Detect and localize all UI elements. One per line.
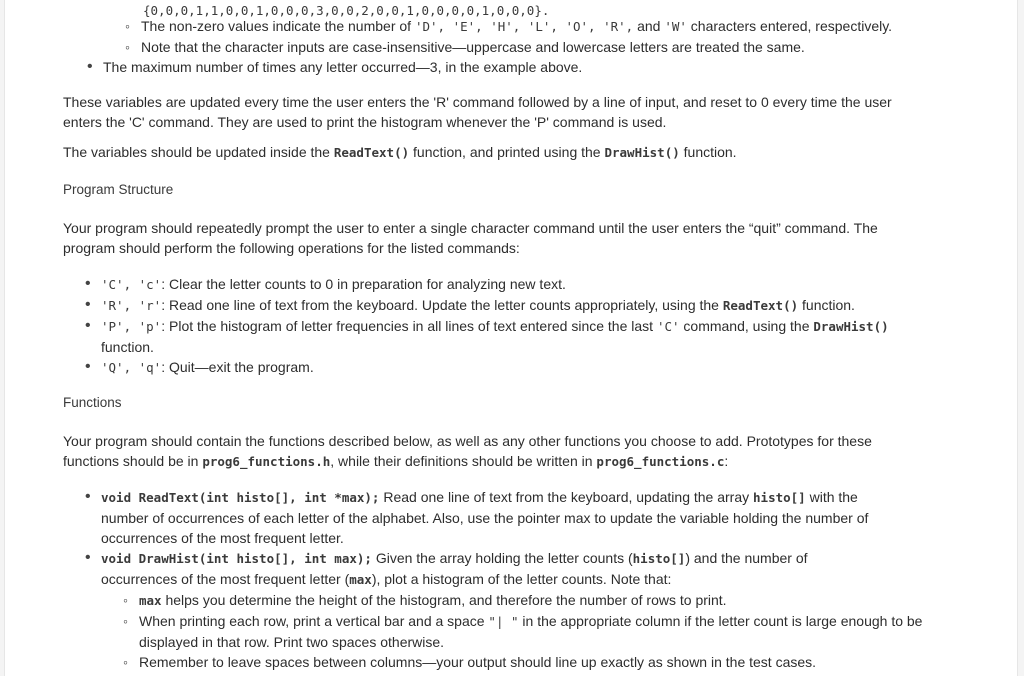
paragraph-functions: Your program should contain the functions described below, as well as any other functions you choose to add. Prototypes for these functions should be in prog6_functions.h, while their definitions should be written in prog6_functions.c: <box>63 433 872 469</box>
list-item: ◦ The non-zero values indicate the number of 'D', 'E', 'H', 'L', 'O', 'R', and 'W' characters entered, respectively. <box>141 16 961 37</box>
command-item-read: • 'R', 'r': Read one line of text from the keyboard. Update the letter counts appropriately, using the ReadText() function. <box>101 295 961 316</box>
paragraph-variables-functions: The variables should be updated inside the ReadText() function, and printed using the DrawHist() function. <box>63 144 737 160</box>
list-item: ◦ When printing each row, print a vertical bar and a space "| " in the appropriate column if the letter count is large enough to be displayed in that row. Print two spaces otherwise. <box>139 611 961 652</box>
functions-list <box>101 487 961 672</box>
heading-program-structure: Program Structure <box>63 182 174 197</box>
list-item: ◦ Note that the character inputs are case-insensitive—uppercase and lowercase letters are treated the same. <box>141 37 961 57</box>
document-page <box>4 0 1018 676</box>
heading-functions: Functions <box>63 395 122 410</box>
commands-list <box>101 274 961 378</box>
command-item-plot: • 'P', 'p': Plot the histogram of letter frequencies in all lines of text entered since the last 'C' command, using the DrawHist() function. <box>101 316 961 357</box>
drawhist-notes-list <box>139 590 961 672</box>
paragraph-variables-update: These variables are updated every time the user enters the 'R' command followed by a line of input, and reset to 0 every time the user enters the 'C' command. They are used to print the histogram whenever the 'P' command is used. <box>63 94 892 130</box>
command-item-quit: • 'Q', 'q': Quit—exit the program. <box>101 357 961 378</box>
list-item: ◦ Remember to leave spaces between columns—your output should line up exactly as shown in the test cases. <box>139 652 961 672</box>
function-item-readtext: • void ReadText(int histo[], int *max); Read one line of text from the keyboard, updating the array histo[] with the number of occurrences of each letter of the alphabet. Also, use the pointer max to update the variable holding the number of occurrences of the most frequent letter. <box>101 487 961 548</box>
list-item: ◦ max helps you determine the height of the histogram, and therefore the number of rows to print. <box>139 590 961 611</box>
max-bullet-list <box>103 57 963 77</box>
paragraph-program-structure: Your program should repeatedly prompt the user to enter a single character command until the user enters the “quit” command. The program should perform the following operations for the listed commands: <box>63 220 878 256</box>
list-item: • The maximum number of times any letter occurred—3, in the example above. <box>103 57 963 77</box>
command-item-clear: • 'C', 'c': Clear the letter counts to 0 in preparation for analyzing new text. <box>101 274 961 295</box>
example-array-code: {0,0,0,1,1,0,0,1,0,0,0,3,0,0,2,0,0,1,0,0,0,0,1,0,0,0}. <box>143 3 550 18</box>
function-item-drawhist: • void DrawHist(int histo[], int max); Given the array holding the letter counts (histo[]) and the number of occurrences of the most frequent letter (max), plot a histogram of the letter counts. Note that: ◦ max helps you determine the height of the histogram, and therefore the number of rows to print. ◦ When printing each row, print a vertical bar and a space "| " in the appropriate column if the letter count is large enough to be displayed in that row. Print two spaces otherwise. ◦ Remember to leave spaces between columns—your output should line up exactly as shown in the test cases. <box>101 548 961 672</box>
example-sub-list <box>141 16 961 57</box>
